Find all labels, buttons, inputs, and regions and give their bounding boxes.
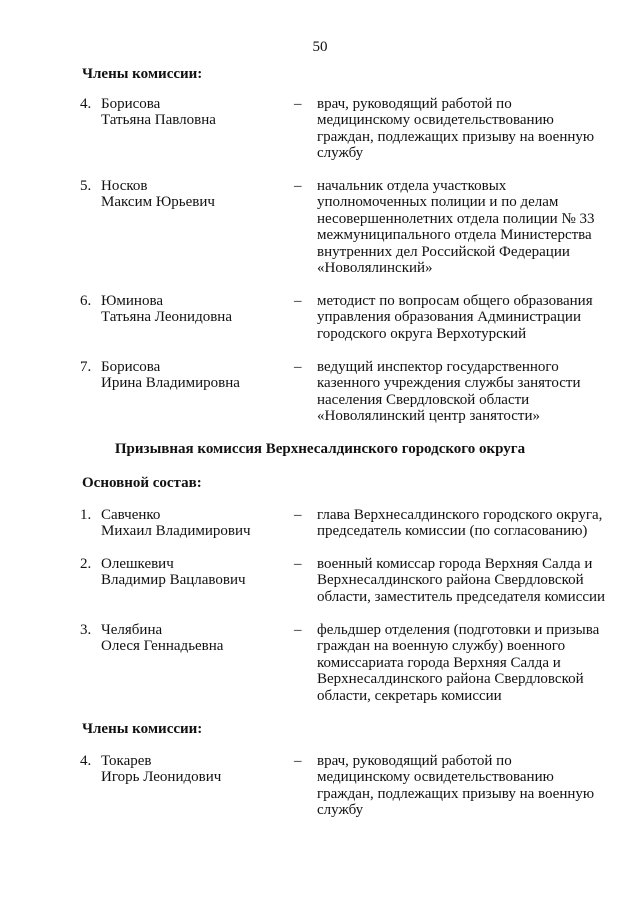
member-role [317,507,617,540]
role-line: медицинскому освидетельствованию [317,769,554,786]
role-line: службу [317,145,364,162]
main-staff-heading: Основной состав: [82,475,202,491]
member-given-name: Татьяна Павловна [101,112,216,129]
dash: – [294,359,302,375]
role-line: области, секретарь комиссии [317,687,502,704]
entry-number: 4. [80,753,92,769]
entry-number: 2. [80,556,92,572]
member-name [101,556,291,589]
entry-number: 6. [80,293,92,309]
role-line: врач, руководящий работой по [317,753,512,769]
member-role [317,293,617,342]
role-line: глава Верхнесалдинского городского округа, [317,507,603,523]
member-role [317,753,617,819]
role-line: начальник отдела участковых [317,178,507,194]
role-line: казенного учреждения службы занятости [317,375,581,392]
role-line: внутренних дел Российской Федерации [317,243,570,260]
member-name [101,293,291,326]
member-role [317,178,617,276]
members-heading: Члены комиссии: [82,721,203,737]
role-line: управления образования Администрации [317,309,581,326]
role-line: службу [317,802,364,819]
role-line: граждан на военную службу) военного [317,638,566,655]
role-line: несовершеннолетних отдела полиции № 33 [317,210,595,227]
member-surname: Токарев [101,753,152,769]
dash: – [294,178,302,194]
members-heading: Члены комиссии: [82,66,203,82]
page-number: 50 [312,39,328,55]
dash: – [294,753,302,769]
entry-number: 4. [80,96,92,112]
member-name [101,622,291,655]
role-line: Верхнесалдинского района Свердловской [317,671,584,688]
member-name [101,753,291,786]
role-line: граждан, подлежащих призыву на военную [317,785,595,802]
member-given-name: Михаил Владимирович [101,523,251,540]
role-line: врач, руководящий работой по [317,96,512,112]
member-name [101,359,291,392]
member-role [317,96,617,162]
role-line: фельдшер отделения (подготовки и призыва [317,622,600,638]
member-given-name: Олеся Геннадьевна [101,638,224,655]
commission-title: Призывная комиссия Верхнесалдинского городского округа [114,441,526,457]
role-line: граждан, подлежащих призыву на военную [317,128,595,145]
member-given-name: Игорь Леонидович [101,769,222,786]
member-surname: Борисова [101,359,161,375]
member-surname: Носков [101,178,148,194]
role-line: уполномоченных полиции и по делам [317,194,559,211]
dash: – [294,507,302,523]
dash: – [294,293,302,309]
entry-number: 1. [80,507,92,523]
role-line: «Новолялинский» [317,260,433,277]
member-given-name: Ирина Владимировна [101,375,240,392]
member-name [101,178,291,211]
role-line: медицинскому освидетельствованию [317,112,554,129]
role-line: ведущий инспектор государственного [317,359,559,375]
member-surname: Челябина [101,622,163,638]
entry-number: 7. [80,359,92,375]
member-name [101,507,291,540]
role-line: военный комиссар города Верхняя Салда и [317,556,593,572]
member-given-name: Татьяна Леонидовна [101,309,232,326]
member-name [101,96,291,129]
member-surname: Юминова [101,293,164,309]
dash: – [294,556,302,572]
member-surname: Борисова [101,96,161,112]
member-surname: Савченко [101,507,161,523]
member-given-name: Максим Юрьевич [101,194,215,211]
member-surname: Олешкевич [101,556,174,572]
role-line: председатель комиссии (по согласованию) [317,523,588,540]
role-line: «Новолялинский центр занятости» [317,408,540,425]
role-line: населения Свердловской области [317,391,530,408]
role-line: области, заместитель председателя комиссии [317,588,606,605]
role-line: комиссариата города Верхняя Салда и [317,654,561,671]
role-line: межмуниципального отдела Министерства [317,227,592,244]
member-given-name: Владимир Вацлавович [101,572,246,589]
entry-number: 3. [80,622,92,638]
member-role [317,359,617,425]
member-role [317,556,617,605]
dash: – [294,622,302,638]
role-line: Верхнесалдинского района Свердловской [317,572,584,589]
dash: – [294,96,302,112]
role-line: городского округа Верхотурский [317,325,527,342]
member-role [317,622,617,704]
role-line: методист по вопросам общего образования [317,293,593,309]
entry-number: 5. [80,178,92,194]
